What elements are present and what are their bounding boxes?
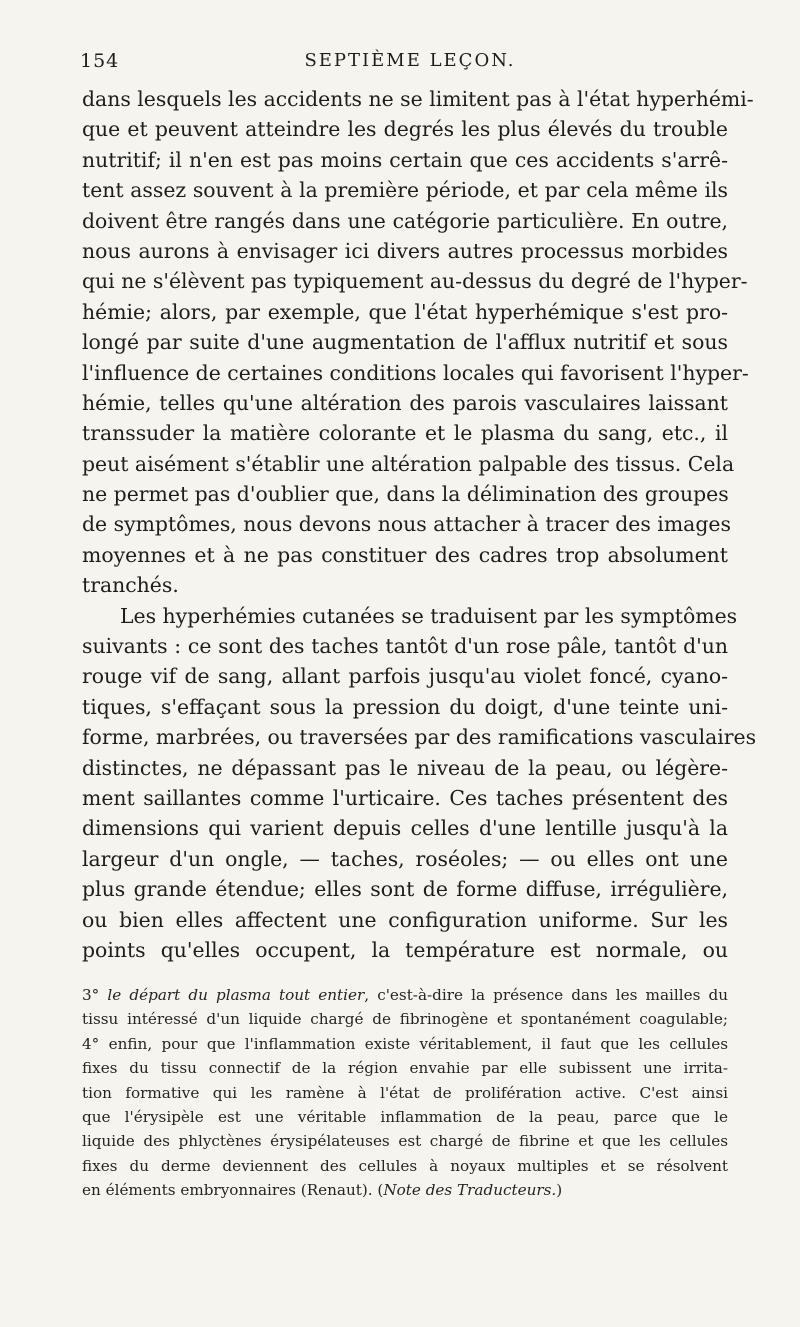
footnote-number: 3°: [82, 986, 108, 1004]
body-line: distinctes, ne dépassant pas le niveau de la peau, ou légère-: [82, 755, 728, 780]
footnote-line: fixes du tissu connectif de la région envahie par elle subissent une irrita-: [82, 1059, 728, 1078]
footnote-line: tissu intéressé d'un liquide chargé de fibrinogène et spontanément coagulable;: [82, 1010, 728, 1029]
footnote-line: liquide des phlyctènes érysipélateuses est chargé de fibrine et que les cellules: [82, 1132, 728, 1151]
footnote-line: fixes du derme deviennent des cellules à noyaux multiples et se résolvent: [82, 1156, 728, 1175]
body-line: rouge vif de sang, allant parfois jusqu'au violet foncé, cyano-: [82, 664, 728, 689]
body-line: dimensions qui varient depuis celles d'une lentille jusqu'à la: [82, 816, 728, 841]
body-line: hémie, telles qu'une altération des parois vasculaires laissant: [82, 390, 728, 415]
paragraph-start-line: Les hyperhémies cutanées se traduisent par les symptômes: [120, 603, 738, 628]
body-line: qui ne s'élèvent pas typiquement au-dessus du degré de l'hyper-: [82, 269, 748, 294]
body-line: ou bien elles affectent une configuration uniforme. Sur les: [82, 907, 728, 932]
body-line: doivent être rangés dans une catégorie particulière. En outre,: [82, 208, 728, 233]
running-head: SEPTIÈME LEÇON.: [304, 50, 516, 71]
body-line: largeur d'un ongle, — taches, roséoles; — ou elles ont une: [82, 846, 728, 871]
body-line: suivants : ce sont des taches tantôt d'un rose pâle, tantôt d'un: [82, 634, 728, 659]
translators-note: Note des Traducteurs.: [383, 1181, 557, 1200]
footnote-line: tion formative qui les ramène à l'état de prolifération active. C'est ainsi: [82, 1083, 728, 1102]
footnote-text: en éléments embryonnaires (Renaut). (: [82, 1181, 384, 1200]
body-line: ment saillantes comme l'urticaire. Ces taches présentent des: [82, 785, 728, 810]
page-header: [80, 50, 740, 76]
body-line: plus grande étendue; elles sont de forme diffuse, irrégulière,: [82, 877, 728, 902]
footnote-emphasis: le départ du plasma tout entier: [107, 986, 365, 1004]
body-line: nutritif; il n'en est pas moins certain que ces accidents s'arrê-: [82, 147, 728, 172]
body-line: que et peuvent atteindre les degrés les plus élevés du trouble: [82, 117, 728, 142]
body-line: forme, marbrées, ou traversées par des ramifications vasculaires: [82, 725, 757, 750]
body-line: hémie; alors, par exemple, que l'état hyperhémique s'est pro-: [82, 299, 728, 324]
body-line: tent assez souvent à la première période, et par cela même ils: [82, 178, 728, 203]
body-line: tranchés.: [82, 573, 179, 598]
body-line: nous aurons à envisager ici divers autres processus morbides: [82, 238, 728, 263]
body-line: de symptômes, nous devons nous attacher à tracer des images: [82, 512, 731, 537]
body-line: transsuder la matière colorante et le plasma du sang, etc., il: [82, 421, 728, 446]
body-line: l'influence de certaines conditions locales qui favorisent l'hyper-: [82, 360, 749, 385]
body-line: longé par suite d'une augmentation de l'afflux nutritif et sous: [82, 330, 728, 355]
footnote: [82, 983, 728, 1203]
body-line: ne permet pas d'oublier que, dans la délimination des groupes: [82, 482, 729, 507]
body-line: points qu'elles occupent, la température est normale, ou: [82, 937, 728, 962]
footnote-line: 4° enfin, pour que l'inflammation existe véritablement, il faut que les cellules: [82, 1034, 728, 1053]
body-line: tiques, s'effaçant sous la pression du doigt, d'une teinte uni-: [82, 694, 728, 719]
footnote-text: , c'est-à-dire la présence dans les mailles du: [364, 986, 729, 1004]
body-text: [82, 84, 757, 965]
footnote-line: [82, 983, 728, 1007]
body-line: dans lesquels les accidents ne se limitent pas à l'état hyperhémi-: [82, 87, 754, 111]
footnote-text: ): [556, 1181, 563, 1200]
footnote-line: [82, 1178, 728, 1202]
footnote-line: que l'érysipèle est une véritable inflammation de la peau, parce que le: [82, 1107, 728, 1126]
body-line: moyennes et à ne pas constituer des cadres trop absolument: [82, 542, 728, 567]
body-line: peut aisément s'établir une altération palpable des tissus. Cela: [82, 451, 735, 476]
page-number: 154: [80, 50, 120, 72]
